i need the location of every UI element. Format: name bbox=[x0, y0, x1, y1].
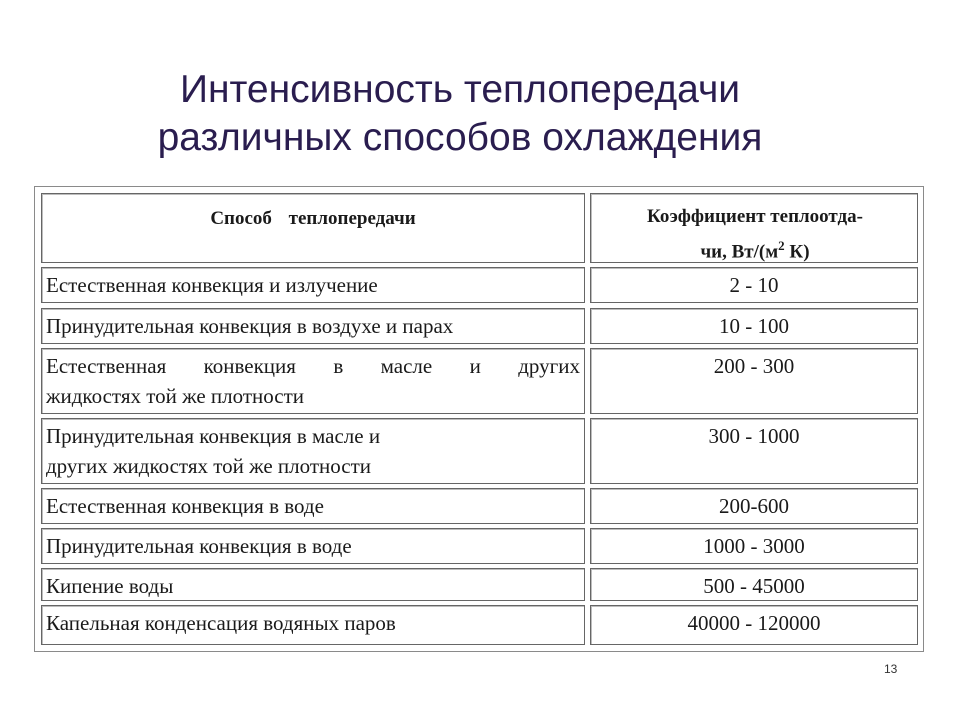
header-coef-line-2-prefix: чи, Вт/(м bbox=[700, 241, 779, 263]
coef-value: 40000 - 120000 bbox=[687, 611, 821, 635]
coef-value: 1000 - 3000 bbox=[703, 534, 805, 558]
header-coef-line-2-suffix: К) bbox=[784, 241, 810, 263]
table-row-coef bbox=[590, 308, 918, 344]
table-row-coef bbox=[590, 528, 918, 564]
table-row-coef bbox=[590, 568, 918, 601]
title-line-2: различных способов охлаждения bbox=[157, 116, 763, 159]
method-text-line-1: Естественная конвекция в масле и других bbox=[46, 354, 580, 378]
page-number: 13 bbox=[884, 662, 898, 676]
method-text: Естественная конвекция и излучение bbox=[46, 273, 378, 297]
method-text: Капельная конденсация водяных паров bbox=[46, 611, 396, 635]
table-row-method bbox=[41, 348, 585, 414]
title-line-1: Интенсивность теплопередачи bbox=[179, 68, 741, 111]
method-text: Принудительная конвекция в воде bbox=[46, 534, 352, 558]
method-text-line-2: других жидкостях той же плотности bbox=[46, 454, 372, 478]
header-coef-superscript: 2 bbox=[778, 238, 785, 253]
coef-value: 200 - 300 bbox=[713, 354, 795, 378]
table-row-coef bbox=[590, 605, 918, 645]
coef-value: 500 - 45000 bbox=[703, 574, 805, 598]
table-row-method bbox=[41, 568, 585, 601]
table-row-method bbox=[41, 605, 585, 645]
coef-value: 200-600 bbox=[719, 494, 789, 518]
header-method-cell bbox=[41, 193, 585, 263]
table-row-method bbox=[41, 308, 585, 344]
method-text: Естественная конвекция в воде bbox=[46, 494, 324, 518]
heat-transfer-table bbox=[34, 186, 924, 652]
table-row-coef bbox=[590, 348, 918, 414]
coef-value: 300 - 1000 bbox=[708, 424, 800, 448]
coef-value: 10 - 100 bbox=[719, 314, 789, 338]
table-row-coef bbox=[590, 488, 918, 524]
header-coef-line-1: Коэффициент теплоотда- bbox=[647, 206, 863, 227]
table-row-coef bbox=[590, 267, 918, 303]
table-row-coef bbox=[590, 418, 918, 484]
slide-title bbox=[0, 66, 920, 162]
header-coef-cell bbox=[590, 193, 918, 263]
method-text-line-2: жидкостях той же плотности bbox=[46, 384, 305, 408]
table-row-method bbox=[41, 488, 585, 524]
method-text: Принудительная конвекция в воздухе и парах bbox=[46, 314, 454, 338]
header-method-label: Способ теплопередачи bbox=[210, 208, 416, 229]
table-row-method bbox=[41, 528, 585, 564]
method-text: Кипение воды bbox=[46, 574, 174, 598]
coef-value: 2 - 10 bbox=[729, 273, 779, 297]
table-row-method bbox=[41, 267, 585, 303]
table-row-method bbox=[41, 418, 585, 484]
method-text-line-1: Принудительная конвекция в масле и bbox=[46, 424, 381, 448]
